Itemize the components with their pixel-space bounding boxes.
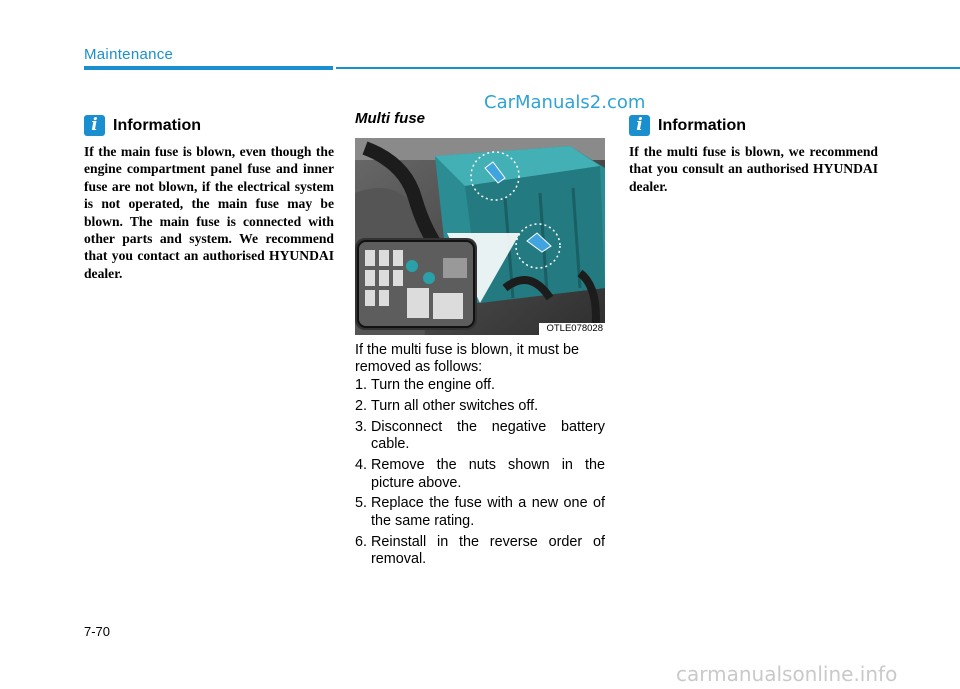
- page-number: 7-70: [84, 624, 111, 639]
- step-number: 1.: [355, 377, 368, 393]
- section-title: Maintenance: [84, 46, 174, 63]
- photo-code: OTLE078028: [539, 323, 605, 335]
- removal-steps: [355, 377, 605, 572]
- right-info-body: If the multi fuse is blown, we recommend that you consult an authorised HYUNDAI dealer.: [629, 144, 878, 194]
- left-info-heading: [84, 115, 201, 136]
- right-info-heading: [629, 115, 746, 136]
- step-text: Turn the engine off.: [371, 377, 496, 393]
- right-info-title: Information: [658, 116, 746, 134]
- step-number: 3.: [355, 418, 368, 435]
- info-icon: i: [84, 115, 105, 136]
- info-icon: i: [629, 115, 650, 136]
- step-text: Disconnect the negative battery cable.: [371, 418, 605, 453]
- list-item: [355, 457, 605, 492]
- left-info-title: Information: [113, 116, 201, 134]
- list-item: [355, 495, 605, 530]
- step-number: 5.: [355, 495, 368, 512]
- step-number: 4.: [355, 457, 368, 474]
- multi-fuse-intro: If the multi fuse is blown, it must be removed as follows:: [355, 342, 579, 376]
- header-rule-thin: [336, 67, 960, 69]
- top-watermark[interactable]: CarManuals2.com: [484, 92, 646, 113]
- left-info-body: If the main fuse is blown, even though the engine compartment panel fuse and inner fuse are not blown, if the electrical system is not operated, the main fuse may be blown. The main fuse is connected with other parts and system. We recommend that you contact an authorised HYUNDAI dealer.: [84, 144, 334, 281]
- footer-watermark[interactable]: carmanualsonline.info: [676, 662, 898, 686]
- step-text: Turn all other switches off.: [371, 397, 539, 414]
- step-text: Remove the nuts shown in the picture above.: [371, 457, 605, 491]
- step-number: 6.: [355, 533, 368, 550]
- list-item: [355, 534, 605, 569]
- list-item: [355, 419, 605, 454]
- list-item: [355, 398, 605, 415]
- multi-fuse-heading: Multi fuse: [355, 110, 425, 127]
- step-number: 2.: [355, 397, 368, 414]
- engine-compartment-photo: [355, 138, 605, 335]
- header-rule-thick: [84, 66, 333, 70]
- list-item: [355, 377, 605, 394]
- step-text: Reinstall in the reverse order of removal.: [371, 533, 605, 568]
- step-text: Replace the fuse with a new one of the same rating.: [371, 495, 605, 529]
